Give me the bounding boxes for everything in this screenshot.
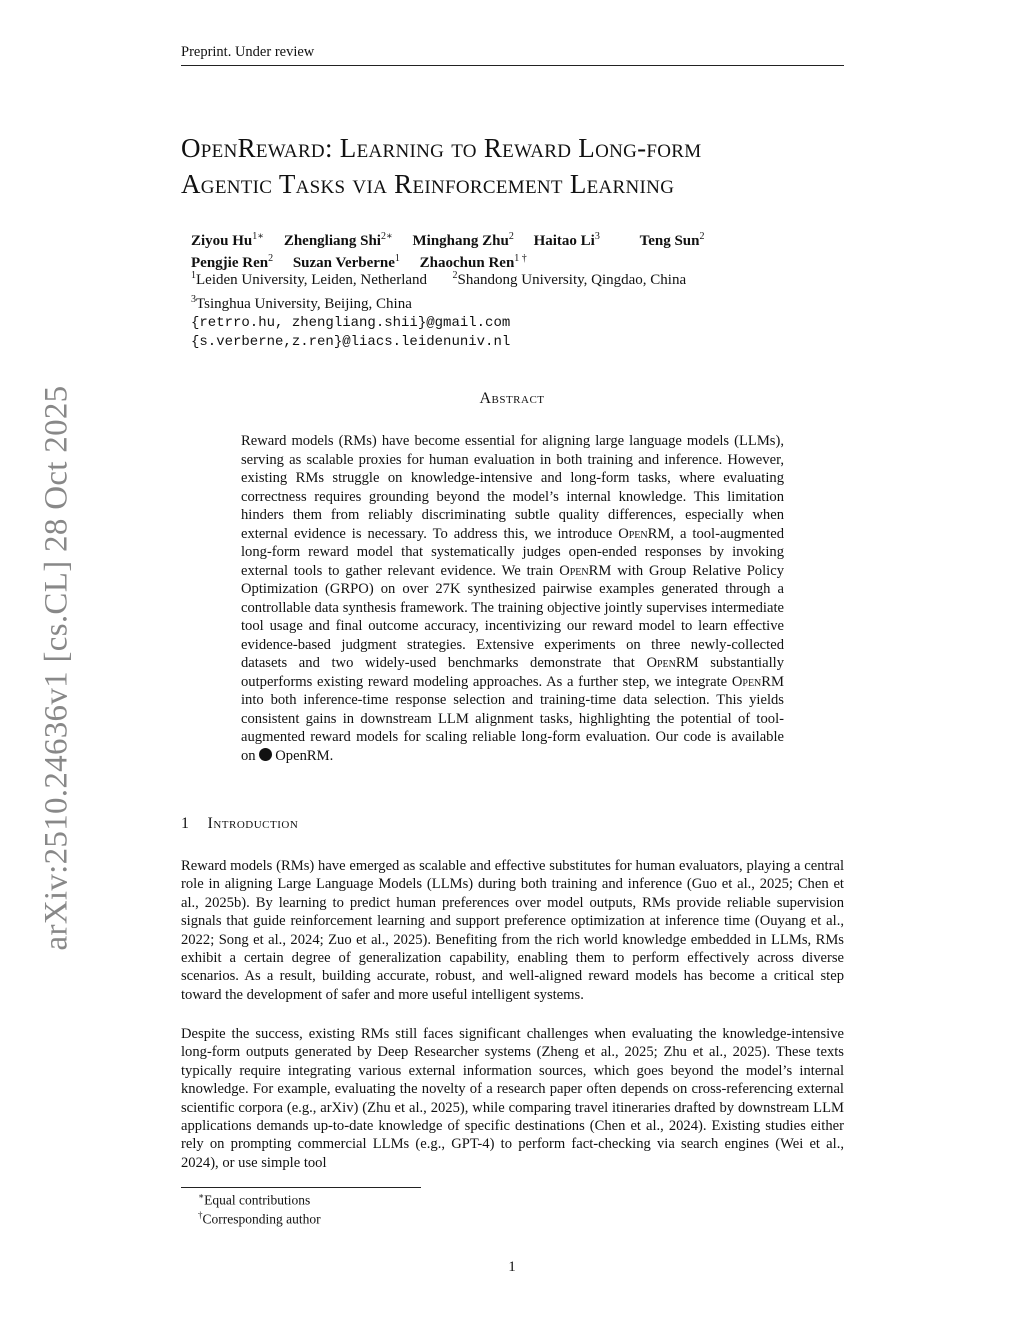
abstract-heading: Abstract (479, 390, 545, 407)
author: Teng Sun$^2$ (639, 231, 705, 249)
email-2[interactable]: {s.verberne,z.ren}@liacs.leidenuniv.nl (191, 334, 511, 350)
header-rule (181, 65, 844, 66)
affiliation-2: Shandong University, Qingdao, China (457, 272, 687, 288)
intro-paragraph-1: Reward models (RMs) have emerged as scalable and effective substitutes for human evaluators, playing a central role in aligning Large Language Models (LLMs) during both training and inference (Guo et al., 2025; Chen et al., 2025b). By learning to predict human preferences over model outputs, RMs provide reliable supervision signals that guide reinforcement learning and support preference optimization at inference time (Ouyang et al., 2022; Song et al., 2024; Zuo et al., 2025). Benefiting from the rich world knowledge embedded in LLMs, RMs exhibit a certain degree of generalization capability, enabling them to perform effectively across diverse scenarios. As a result, building accurate, robust, and well-aligned reward models has become a critical step toward the development of safer and more useful intelligent systems. (181, 858, 844, 1003)
affiliation-3: Tsinghua University, Beijing, China (196, 296, 412, 312)
model-name: OpenRM (559, 562, 612, 579)
intro-paragraph-2: Despite the success, existing RMs still faces significant challenges when evaluating the knowledge-intensive long-form outputs generated by Deep Researcher systems (Zheng et al., 2025; Zhu et al., 2025). These texts typically require integrating various external information sources, which goes beyond the model’s internal knowledge. For example, evaluating the novelty of a research paper often depends on cross-referencing external scientific corpora (e.g., arXiv) (Zhu et al., 2025), while comparing travel itineraries drafted by downstream LLM applications demands up-to-date knowledge of specific destinations (Chen et al., 2024). Existing studies either rely on prompting commercial LLMs (e.g., GPT-4) to perform fact-checking via search engines (Wei et al., 2024), or use simple tool (181, 1026, 844, 1171)
email-1[interactable]: {retrro.hu, zhengliang.shii}@gmail.com (191, 315, 511, 331)
author-row-1 (191, 228, 720, 250)
page-number: 1 (508, 1259, 516, 1275)
footnote-1: ∗Equal contributions (198, 1191, 311, 1208)
affiliations: $^1$Leiden University, Leiden, Netherland $^2$Shandong University, Qingdao, China $^3$Tsinghua University, Beijing, China {retrro.hu, zhengliang.shii}@gmail.com {s.verberne,z.ren}@liacs.leidenuniv.nl (191, 270, 687, 350)
model-name: OpenRM (731, 673, 784, 690)
model-name: OpenRM (618, 525, 671, 542)
abstract-body: Reward models (RMs) have become essential for aligning large language models (LLMs), serving as scalable proxies for human evaluation in both training and inference. However, existing RMs struggle on knowledge-intensive and long-form tasks, where evaluating correctness requires grounding beyond the model’s internal knowledge. This limitation hinders them from reliably discriminating subtle quality differences, especially when external evidence is necessary. To address this, we introduce OpenRM, a tool-augmented long-form reward model that systematically judges open-ended responses by invoking external tools to gather relevant evidence. We train OpenRM with Group Relative Policy Optimization (GRPO) on over 27K synthesized pairwise examples generated through a controllable data synthesis framework. The training objective jointly supervises intermediate tool usage and final outcome accuracy, incentivizing our reward model to learn effective evidence-based judgment strategies. Extensive experiments on three newly-collected datasets and two widely-used benchmarks demonstrate that OpenRM substantially outperforms existing reward modeling approaches. As a further step, we integrate OpenRM into both inference-time response selection and training-time data selection. This yields consistent gains in downstream LLM alignment tasks, highlighting the potential of tool-augmented reward models for scaling reliable long-form evaluation. Our code is available on OpenRM. (241, 433, 784, 764)
footnote-2: †Corresponding author (198, 1210, 321, 1227)
code-link[interactable]: OpenRM. (275, 747, 334, 764)
author: Zhaochun Ren$^{1 \dagger}$ (419, 253, 527, 271)
paper-title (181, 130, 881, 202)
author: Ziyou $Hu^{1∗}$ (191, 231, 265, 249)
title-line-1: OpenReward: Learning to Reward Long-form (181, 133, 702, 163)
footnote-rule (181, 1187, 421, 1188)
arxiv-stamp: arXiv:2510.24636v1 [cs.CL] 28 Oct 2025 (38, 385, 75, 951)
model-name: OpenRM (646, 655, 699, 671)
author: Zhengliang Shi$^{2∗}$ (283, 231, 393, 249)
author: Haitao Li$^3$ (533, 231, 600, 249)
author: Minghang Zhu$^2$ (412, 231, 514, 249)
github-icon (259, 748, 272, 761)
running-header: Preprint. Under review (181, 44, 315, 60)
affiliation-1: Leiden University, Leiden, Netherland (196, 272, 428, 288)
title-line-2: Agentic Tasks via Reinforcement Learning (181, 169, 675, 199)
section-heading: 1 Introduction (181, 815, 299, 832)
author: Suzan Verberne$^1$ (292, 253, 400, 271)
author: Pengjie Ren$^2$ (191, 253, 274, 271)
